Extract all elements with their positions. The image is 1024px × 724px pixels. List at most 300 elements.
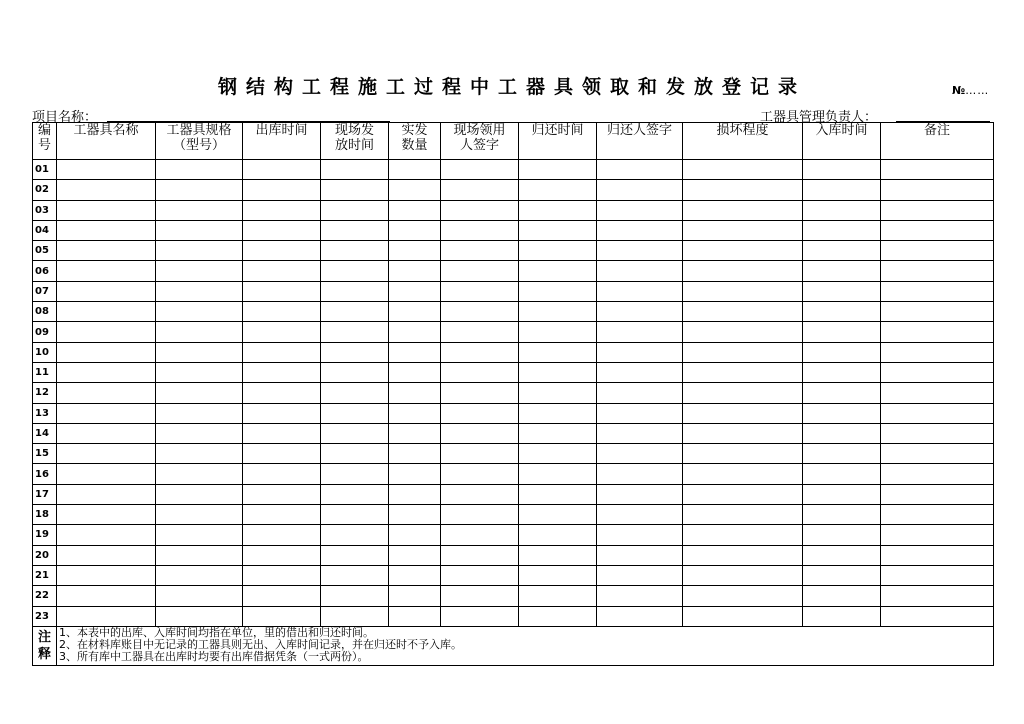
- table-cell-remarks[interactable]: [881, 302, 994, 322]
- table-cell-in-time[interactable]: [803, 565, 881, 585]
- table-cell-remarks[interactable]: [881, 444, 994, 464]
- table-cell-spec[interactable]: [156, 180, 243, 200]
- table-cell-returner-sign[interactable]: [597, 525, 683, 545]
- table-row: [33, 383, 994, 403]
- table-cell-tool-name[interactable]: [57, 484, 156, 504]
- table-cell-receiver-sign[interactable]: [441, 261, 519, 281]
- table-cell-out-time[interactable]: [243, 545, 321, 565]
- table-cell-out-time[interactable]: [243, 464, 321, 484]
- table-cell-damage[interactable]: [683, 586, 803, 606]
- serial-number: [952, 84, 989, 97]
- table-cell-quantity[interactable]: [389, 302, 441, 322]
- table-cell-return-time[interactable]: [519, 322, 597, 342]
- table-cell-issue-time[interactable]: [321, 403, 389, 423]
- table-cell-returner-sign[interactable]: [597, 261, 683, 281]
- table-cell-damage[interactable]: [683, 322, 803, 342]
- table-cell-remarks[interactable]: [881, 261, 994, 281]
- table-cell-damage[interactable]: [683, 565, 803, 585]
- table-cell-tool-name[interactable]: [57, 545, 156, 565]
- table-cell-in-time[interactable]: [803, 362, 881, 382]
- table-cell-in-time[interactable]: [803, 342, 881, 362]
- table-cell-quantity[interactable]: [389, 525, 441, 545]
- table-cell-receiver-sign[interactable]: [441, 302, 519, 322]
- table-cell-remarks[interactable]: [881, 464, 994, 484]
- table-cell-in-time[interactable]: [803, 241, 881, 261]
- table-cell-receiver-sign[interactable]: [441, 180, 519, 200]
- table-cell-spec[interactable]: [156, 545, 243, 565]
- table-cell-out-time[interactable]: [243, 586, 321, 606]
- table-cell-out-time[interactable]: [243, 383, 321, 403]
- table-cell-return-time[interactable]: [519, 464, 597, 484]
- table-cell-returner-sign[interactable]: [597, 342, 683, 362]
- table-cell-damage[interactable]: [683, 220, 803, 240]
- table-cell-damage[interactable]: [683, 423, 803, 443]
- table-cell-spec[interactable]: [156, 220, 243, 240]
- table-cell-receiver-sign[interactable]: [441, 444, 519, 464]
- table-cell-spec[interactable]: [156, 565, 243, 585]
- table-cell-returner-sign[interactable]: [597, 484, 683, 504]
- header-spec: 工器具规格 （型号）: [156, 123, 243, 160]
- table-cell-issue-time[interactable]: [321, 160, 389, 180]
- header-returner-sign: 归还人签字: [597, 123, 683, 160]
- tool-register-table: [32, 122, 994, 666]
- table-cell-spec[interactable]: [156, 525, 243, 545]
- project-name-label: 项目名称：: [32, 110, 98, 125]
- row-number: 05: [33, 241, 57, 261]
- table-cell-spec[interactable]: [156, 383, 243, 403]
- serial-number-blank: ……: [965, 84, 990, 97]
- table-cell-return-time[interactable]: [519, 444, 597, 464]
- table-cell-returner-sign[interactable]: [597, 565, 683, 585]
- table-cell-remarks[interactable]: [881, 403, 994, 423]
- table-cell-return-time[interactable]: [519, 241, 597, 261]
- table-cell-damage[interactable]: [683, 180, 803, 200]
- table-cell-out-time[interactable]: [243, 423, 321, 443]
- table-cell-issue-time[interactable]: [321, 565, 389, 585]
- table-cell-remarks[interactable]: [881, 586, 994, 606]
- table-cell-issue-time[interactable]: [321, 423, 389, 443]
- table-cell-return-time[interactable]: [519, 505, 597, 525]
- table-cell-remarks[interactable]: [881, 200, 994, 220]
- table-cell-return-time[interactable]: [519, 302, 597, 322]
- table-cell-out-time[interactable]: [243, 322, 321, 342]
- table-cell-returner-sign[interactable]: [597, 322, 683, 342]
- table-cell-returner-sign[interactable]: [597, 606, 683, 626]
- table-cell-returner-sign[interactable]: [597, 505, 683, 525]
- table-cell-damage[interactable]: [683, 160, 803, 180]
- table-cell-tool-name[interactable]: [57, 505, 156, 525]
- table-cell-out-time[interactable]: [243, 180, 321, 200]
- table-cell-remarks[interactable]: [881, 281, 994, 301]
- table-cell-remarks[interactable]: [881, 565, 994, 585]
- table-cell-quantity[interactable]: [389, 464, 441, 484]
- table-cell-out-time[interactable]: [243, 403, 321, 423]
- table-cell-returner-sign[interactable]: [597, 444, 683, 464]
- table-cell-issue-time[interactable]: [321, 586, 389, 606]
- table-cell-receiver-sign[interactable]: [441, 342, 519, 362]
- table-cell-tool-name[interactable]: [57, 322, 156, 342]
- table-cell-spec[interactable]: [156, 281, 243, 301]
- table-cell-receiver-sign[interactable]: [441, 383, 519, 403]
- table-cell-receiver-sign[interactable]: [441, 160, 519, 180]
- table-cell-issue-time[interactable]: [321, 241, 389, 261]
- table-cell-quantity[interactable]: [389, 160, 441, 180]
- table-cell-quantity[interactable]: [389, 403, 441, 423]
- table-cell-damage[interactable]: [683, 484, 803, 504]
- table-cell-receiver-sign[interactable]: [441, 362, 519, 382]
- header-damage: 损坏程度: [683, 123, 803, 160]
- table-cell-out-time[interactable]: [243, 342, 321, 362]
- table-cell-quantity[interactable]: [389, 261, 441, 281]
- row-number: 06: [33, 261, 57, 281]
- table-cell-damage[interactable]: [683, 606, 803, 626]
- table-cell-in-time[interactable]: [803, 464, 881, 484]
- table-cell-remarks[interactable]: [881, 606, 994, 626]
- table-cell-returner-sign[interactable]: [597, 423, 683, 443]
- table-cell-quantity[interactable]: [389, 565, 441, 585]
- table-cell-tool-name[interactable]: [57, 525, 156, 545]
- table-cell-remarks[interactable]: [881, 484, 994, 504]
- header-issue-time: 现场发 放时间: [321, 123, 389, 160]
- table-cell-returner-sign[interactable]: [597, 302, 683, 322]
- notes-label: 注 释: [33, 626, 57, 665]
- header-quantity: 实发 数量: [389, 123, 441, 160]
- table-cell-remarks[interactable]: [881, 383, 994, 403]
- table-cell-remarks[interactable]: [881, 423, 994, 443]
- table-cell-receiver-sign[interactable]: [441, 281, 519, 301]
- table-cell-remarks[interactable]: [881, 180, 994, 200]
- table-cell-spec[interactable]: [156, 302, 243, 322]
- table-row: [33, 180, 994, 200]
- table-cell-in-time[interactable]: [803, 545, 881, 565]
- table-cell-receiver-sign[interactable]: [441, 464, 519, 484]
- table-cell-in-time[interactable]: [803, 444, 881, 464]
- header-tool-name: 工器具名称: [57, 123, 156, 160]
- table-cell-in-time[interactable]: [803, 383, 881, 403]
- table-cell-quantity[interactable]: [389, 200, 441, 220]
- table-cell-tool-name[interactable]: [57, 261, 156, 281]
- table-cell-issue-time[interactable]: [321, 464, 389, 484]
- table-cell-receiver-sign[interactable]: [441, 586, 519, 606]
- table-cell-tool-name[interactable]: [57, 281, 156, 301]
- table-cell-quantity[interactable]: [389, 606, 441, 626]
- table-cell-remarks[interactable]: [881, 160, 994, 180]
- table-cell-return-time[interactable]: [519, 261, 597, 281]
- table-cell-damage[interactable]: [683, 403, 803, 423]
- note-line-3: 3、所有库中工器具在出库时均要有出库借据凭条（一式两份）。: [59, 649, 369, 663]
- table-cell-spec[interactable]: [156, 160, 243, 180]
- table-cell-return-time[interactable]: [519, 160, 597, 180]
- table-cell-damage[interactable]: [683, 281, 803, 301]
- table-cell-tool-name[interactable]: [57, 160, 156, 180]
- table-cell-damage[interactable]: [683, 383, 803, 403]
- table-row: [33, 261, 994, 281]
- table-cell-remarks[interactable]: [881, 322, 994, 342]
- table-cell-issue-time[interactable]: [321, 261, 389, 281]
- table-cell-quantity[interactable]: [389, 322, 441, 342]
- table-row: [33, 302, 994, 322]
- table-cell-quantity[interactable]: [389, 484, 441, 504]
- table-cell-tool-name[interactable]: [57, 241, 156, 261]
- table-cell-out-time[interactable]: [243, 261, 321, 281]
- table-cell-issue-time[interactable]: [321, 606, 389, 626]
- table-cell-in-time[interactable]: [803, 200, 881, 220]
- table-cell-receiver-sign[interactable]: [441, 241, 519, 261]
- row-number: 14: [33, 423, 57, 443]
- table-row: [33, 362, 994, 382]
- table-cell-damage[interactable]: [683, 261, 803, 281]
- row-number: 13: [33, 403, 57, 423]
- row-number: 09: [33, 322, 57, 342]
- table-row: [33, 505, 994, 525]
- table-cell-spec[interactable]: [156, 586, 243, 606]
- header-out-time: 出库时间: [243, 123, 321, 160]
- row-number: 07: [33, 281, 57, 301]
- table-cell-tool-name[interactable]: [57, 200, 156, 220]
- table-cell-receiver-sign[interactable]: [441, 545, 519, 565]
- table-cell-tool-name[interactable]: [57, 606, 156, 626]
- table-cell-return-time[interactable]: [519, 180, 597, 200]
- table-cell-in-time[interactable]: [803, 322, 881, 342]
- table-cell-spec[interactable]: [156, 342, 243, 362]
- table-cell-return-time[interactable]: [519, 200, 597, 220]
- table-cell-remarks[interactable]: [881, 241, 994, 261]
- table-row: [33, 200, 994, 220]
- table-cell-return-time[interactable]: [519, 220, 597, 240]
- table-cell-receiver-sign[interactable]: [441, 423, 519, 443]
- table-cell-issue-time[interactable]: [321, 362, 389, 382]
- row-number: 15: [33, 444, 57, 464]
- table-cell-return-time[interactable]: [519, 423, 597, 443]
- notes-row: [33, 626, 994, 665]
- table-cell-tool-name[interactable]: [57, 220, 156, 240]
- table-cell-return-time[interactable]: [519, 342, 597, 362]
- table-cell-quantity[interactable]: [389, 342, 441, 362]
- table-cell-tool-name[interactable]: [57, 464, 156, 484]
- table-cell-tool-name[interactable]: [57, 342, 156, 362]
- table-cell-quantity[interactable]: [389, 362, 441, 382]
- table-cell-return-time[interactable]: [519, 586, 597, 606]
- table-cell-tool-name[interactable]: [57, 180, 156, 200]
- table-cell-damage[interactable]: [683, 525, 803, 545]
- table-cell-damage[interactable]: [683, 545, 803, 565]
- manager-label: 工器具管理负责人：: [760, 110, 878, 125]
- table-cell-out-time[interactable]: [243, 281, 321, 301]
- table-cell-spec[interactable]: [156, 444, 243, 464]
- table-cell-tool-name[interactable]: [57, 383, 156, 403]
- table-cell-receiver-sign[interactable]: [441, 200, 519, 220]
- table-row: [33, 322, 994, 342]
- table-cell-out-time[interactable]: [243, 484, 321, 504]
- row-number: 19: [33, 525, 57, 545]
- table-cell-issue-time[interactable]: [321, 220, 389, 240]
- table-cell-returner-sign[interactable]: [597, 362, 683, 382]
- table-cell-receiver-sign[interactable]: [441, 525, 519, 545]
- table-cell-spec[interactable]: [156, 241, 243, 261]
- table-cell-damage[interactable]: [683, 241, 803, 261]
- table-cell-tool-name[interactable]: [57, 362, 156, 382]
- table-cell-remarks[interactable]: [881, 220, 994, 240]
- table-cell-spec[interactable]: [156, 484, 243, 504]
- table-cell-receiver-sign[interactable]: [441, 484, 519, 504]
- table-cell-issue-time[interactable]: [321, 342, 389, 362]
- table-cell-in-time[interactable]: [803, 403, 881, 423]
- table-cell-in-time[interactable]: [803, 586, 881, 606]
- table-cell-out-time[interactable]: [243, 160, 321, 180]
- table-cell-in-time[interactable]: [803, 505, 881, 525]
- table-cell-remarks[interactable]: [881, 342, 994, 362]
- table-cell-returner-sign[interactable]: [597, 200, 683, 220]
- table-cell-receiver-sign[interactable]: [441, 322, 519, 342]
- table-cell-return-time[interactable]: [519, 525, 597, 545]
- table-cell-out-time[interactable]: [243, 362, 321, 382]
- table-cell-remarks[interactable]: [881, 505, 994, 525]
- row-number: 10: [33, 342, 57, 362]
- table-cell-quantity[interactable]: [389, 423, 441, 443]
- table-cell-damage[interactable]: [683, 464, 803, 484]
- table-cell-issue-time[interactable]: [321, 525, 389, 545]
- row-number: 04: [33, 220, 57, 240]
- table-cell-returner-sign[interactable]: [597, 586, 683, 606]
- table-cell-out-time[interactable]: [243, 220, 321, 240]
- table-cell-receiver-sign[interactable]: [441, 606, 519, 626]
- table-cell-damage[interactable]: [683, 362, 803, 382]
- table-cell-in-time[interactable]: [803, 423, 881, 443]
- table-cell-spec[interactable]: [156, 362, 243, 382]
- table-cell-returner-sign[interactable]: [597, 241, 683, 261]
- table-cell-damage[interactable]: [683, 302, 803, 322]
- table-cell-spec[interactable]: [156, 403, 243, 423]
- table-cell-issue-time[interactable]: [321, 200, 389, 220]
- row-number: 12: [33, 383, 57, 403]
- row-number: 01: [33, 160, 57, 180]
- table-cell-quantity[interactable]: [389, 383, 441, 403]
- table-cell-return-time[interactable]: [519, 484, 597, 504]
- table-cell-quantity[interactable]: [389, 220, 441, 240]
- table-cell-out-time[interactable]: [243, 606, 321, 626]
- table-cell-damage[interactable]: [683, 342, 803, 362]
- table-cell-quantity[interactable]: [389, 281, 441, 301]
- table-cell-return-time[interactable]: [519, 545, 597, 565]
- table-row: [33, 484, 994, 504]
- table-cell-issue-time[interactable]: [321, 281, 389, 301]
- table-cell-quantity[interactable]: [389, 180, 441, 200]
- table-cell-returner-sign[interactable]: [597, 220, 683, 240]
- table-cell-tool-name[interactable]: [57, 586, 156, 606]
- table-cell-spec[interactable]: [156, 423, 243, 443]
- table-cell-issue-time[interactable]: [321, 322, 389, 342]
- table-cell-issue-time[interactable]: [321, 180, 389, 200]
- table-cell-return-time[interactable]: [519, 606, 597, 626]
- table-cell-out-time[interactable]: [243, 525, 321, 545]
- table-cell-return-time[interactable]: [519, 383, 597, 403]
- table-cell-returner-sign[interactable]: [597, 180, 683, 200]
- table-cell-tool-name[interactable]: [57, 565, 156, 585]
- table-cell-return-time[interactable]: [519, 362, 597, 382]
- table-cell-in-time[interactable]: [803, 525, 881, 545]
- table-cell-in-time[interactable]: [803, 160, 881, 180]
- table-row: [33, 423, 994, 443]
- table-cell-spec[interactable]: [156, 505, 243, 525]
- table-cell-spec[interactable]: [156, 322, 243, 342]
- table-cell-issue-time[interactable]: [321, 444, 389, 464]
- table-cell-issue-time[interactable]: [321, 302, 389, 322]
- note-line-1: 1、本表中的出库、入库时间均指在单位，里的借出和归还时间。: [59, 625, 374, 639]
- table-cell-quantity[interactable]: [389, 586, 441, 606]
- table-cell-return-time[interactable]: [519, 403, 597, 423]
- table-cell-in-time[interactable]: [803, 261, 881, 281]
- table-cell-receiver-sign[interactable]: [441, 220, 519, 240]
- table-cell-spec[interactable]: [156, 200, 243, 220]
- table-cell-tool-name[interactable]: [57, 302, 156, 322]
- table-cell-out-time[interactable]: [243, 565, 321, 585]
- table-cell-issue-time[interactable]: [321, 484, 389, 504]
- table-cell-damage[interactable]: [683, 444, 803, 464]
- table-cell-returner-sign[interactable]: [597, 383, 683, 403]
- table-cell-spec[interactable]: [156, 261, 243, 281]
- table-cell-tool-name[interactable]: [57, 444, 156, 464]
- row-number: 11: [33, 362, 57, 382]
- table-cell-issue-time[interactable]: [321, 383, 389, 403]
- table-cell-returner-sign[interactable]: [597, 160, 683, 180]
- table-cell-quantity[interactable]: [389, 505, 441, 525]
- table-cell-quantity[interactable]: [389, 444, 441, 464]
- table-cell-damage[interactable]: [683, 200, 803, 220]
- table-cell-quantity[interactable]: [389, 545, 441, 565]
- table-cell-spec[interactable]: [156, 606, 243, 626]
- table-cell-in-time[interactable]: [803, 180, 881, 200]
- table-cell-returner-sign[interactable]: [597, 403, 683, 423]
- table-cell-returner-sign[interactable]: [597, 281, 683, 301]
- table-cell-in-time[interactable]: [803, 606, 881, 626]
- table-cell-out-time[interactable]: [243, 505, 321, 525]
- row-number: 03: [33, 200, 57, 220]
- table-cell-returner-sign[interactable]: [597, 545, 683, 565]
- table-cell-out-time[interactable]: [243, 444, 321, 464]
- table-cell-returner-sign[interactable]: [597, 464, 683, 484]
- table-row: [33, 606, 994, 626]
- table-cell-remarks[interactable]: [881, 525, 994, 545]
- table-cell-in-time[interactable]: [803, 484, 881, 504]
- table-cell-remarks[interactable]: [881, 362, 994, 382]
- table-cell-tool-name[interactable]: [57, 423, 156, 443]
- table-cell-return-time[interactable]: [519, 281, 597, 301]
- table-cell-return-time[interactable]: [519, 565, 597, 585]
- table-cell-in-time[interactable]: [803, 281, 881, 301]
- table-cell-receiver-sign[interactable]: [441, 505, 519, 525]
- table-cell-receiver-sign[interactable]: [441, 403, 519, 423]
- table-cell-tool-name[interactable]: [57, 403, 156, 423]
- table-row: [33, 444, 994, 464]
- row-number: 20: [33, 545, 57, 565]
- row-number: 22: [33, 586, 57, 606]
- table-cell-issue-time[interactable]: [321, 505, 389, 525]
- table-cell-issue-time[interactable]: [321, 545, 389, 565]
- table-cell-receiver-sign[interactable]: [441, 565, 519, 585]
- table-cell-quantity[interactable]: [389, 241, 441, 261]
- table-cell-remarks[interactable]: [881, 545, 994, 565]
- table-cell-spec[interactable]: [156, 464, 243, 484]
- header-in-time: 入库时间: [803, 123, 881, 160]
- table-cell-out-time[interactable]: [243, 302, 321, 322]
- header-number: 编 号: [33, 123, 57, 160]
- table-cell-damage[interactable]: [683, 505, 803, 525]
- table-cell-out-time[interactable]: [243, 241, 321, 261]
- table-row: [33, 403, 994, 423]
- table-cell-in-time[interactable]: [803, 220, 881, 240]
- table-cell-in-time[interactable]: [803, 302, 881, 322]
- table-cell-out-time[interactable]: [243, 200, 321, 220]
